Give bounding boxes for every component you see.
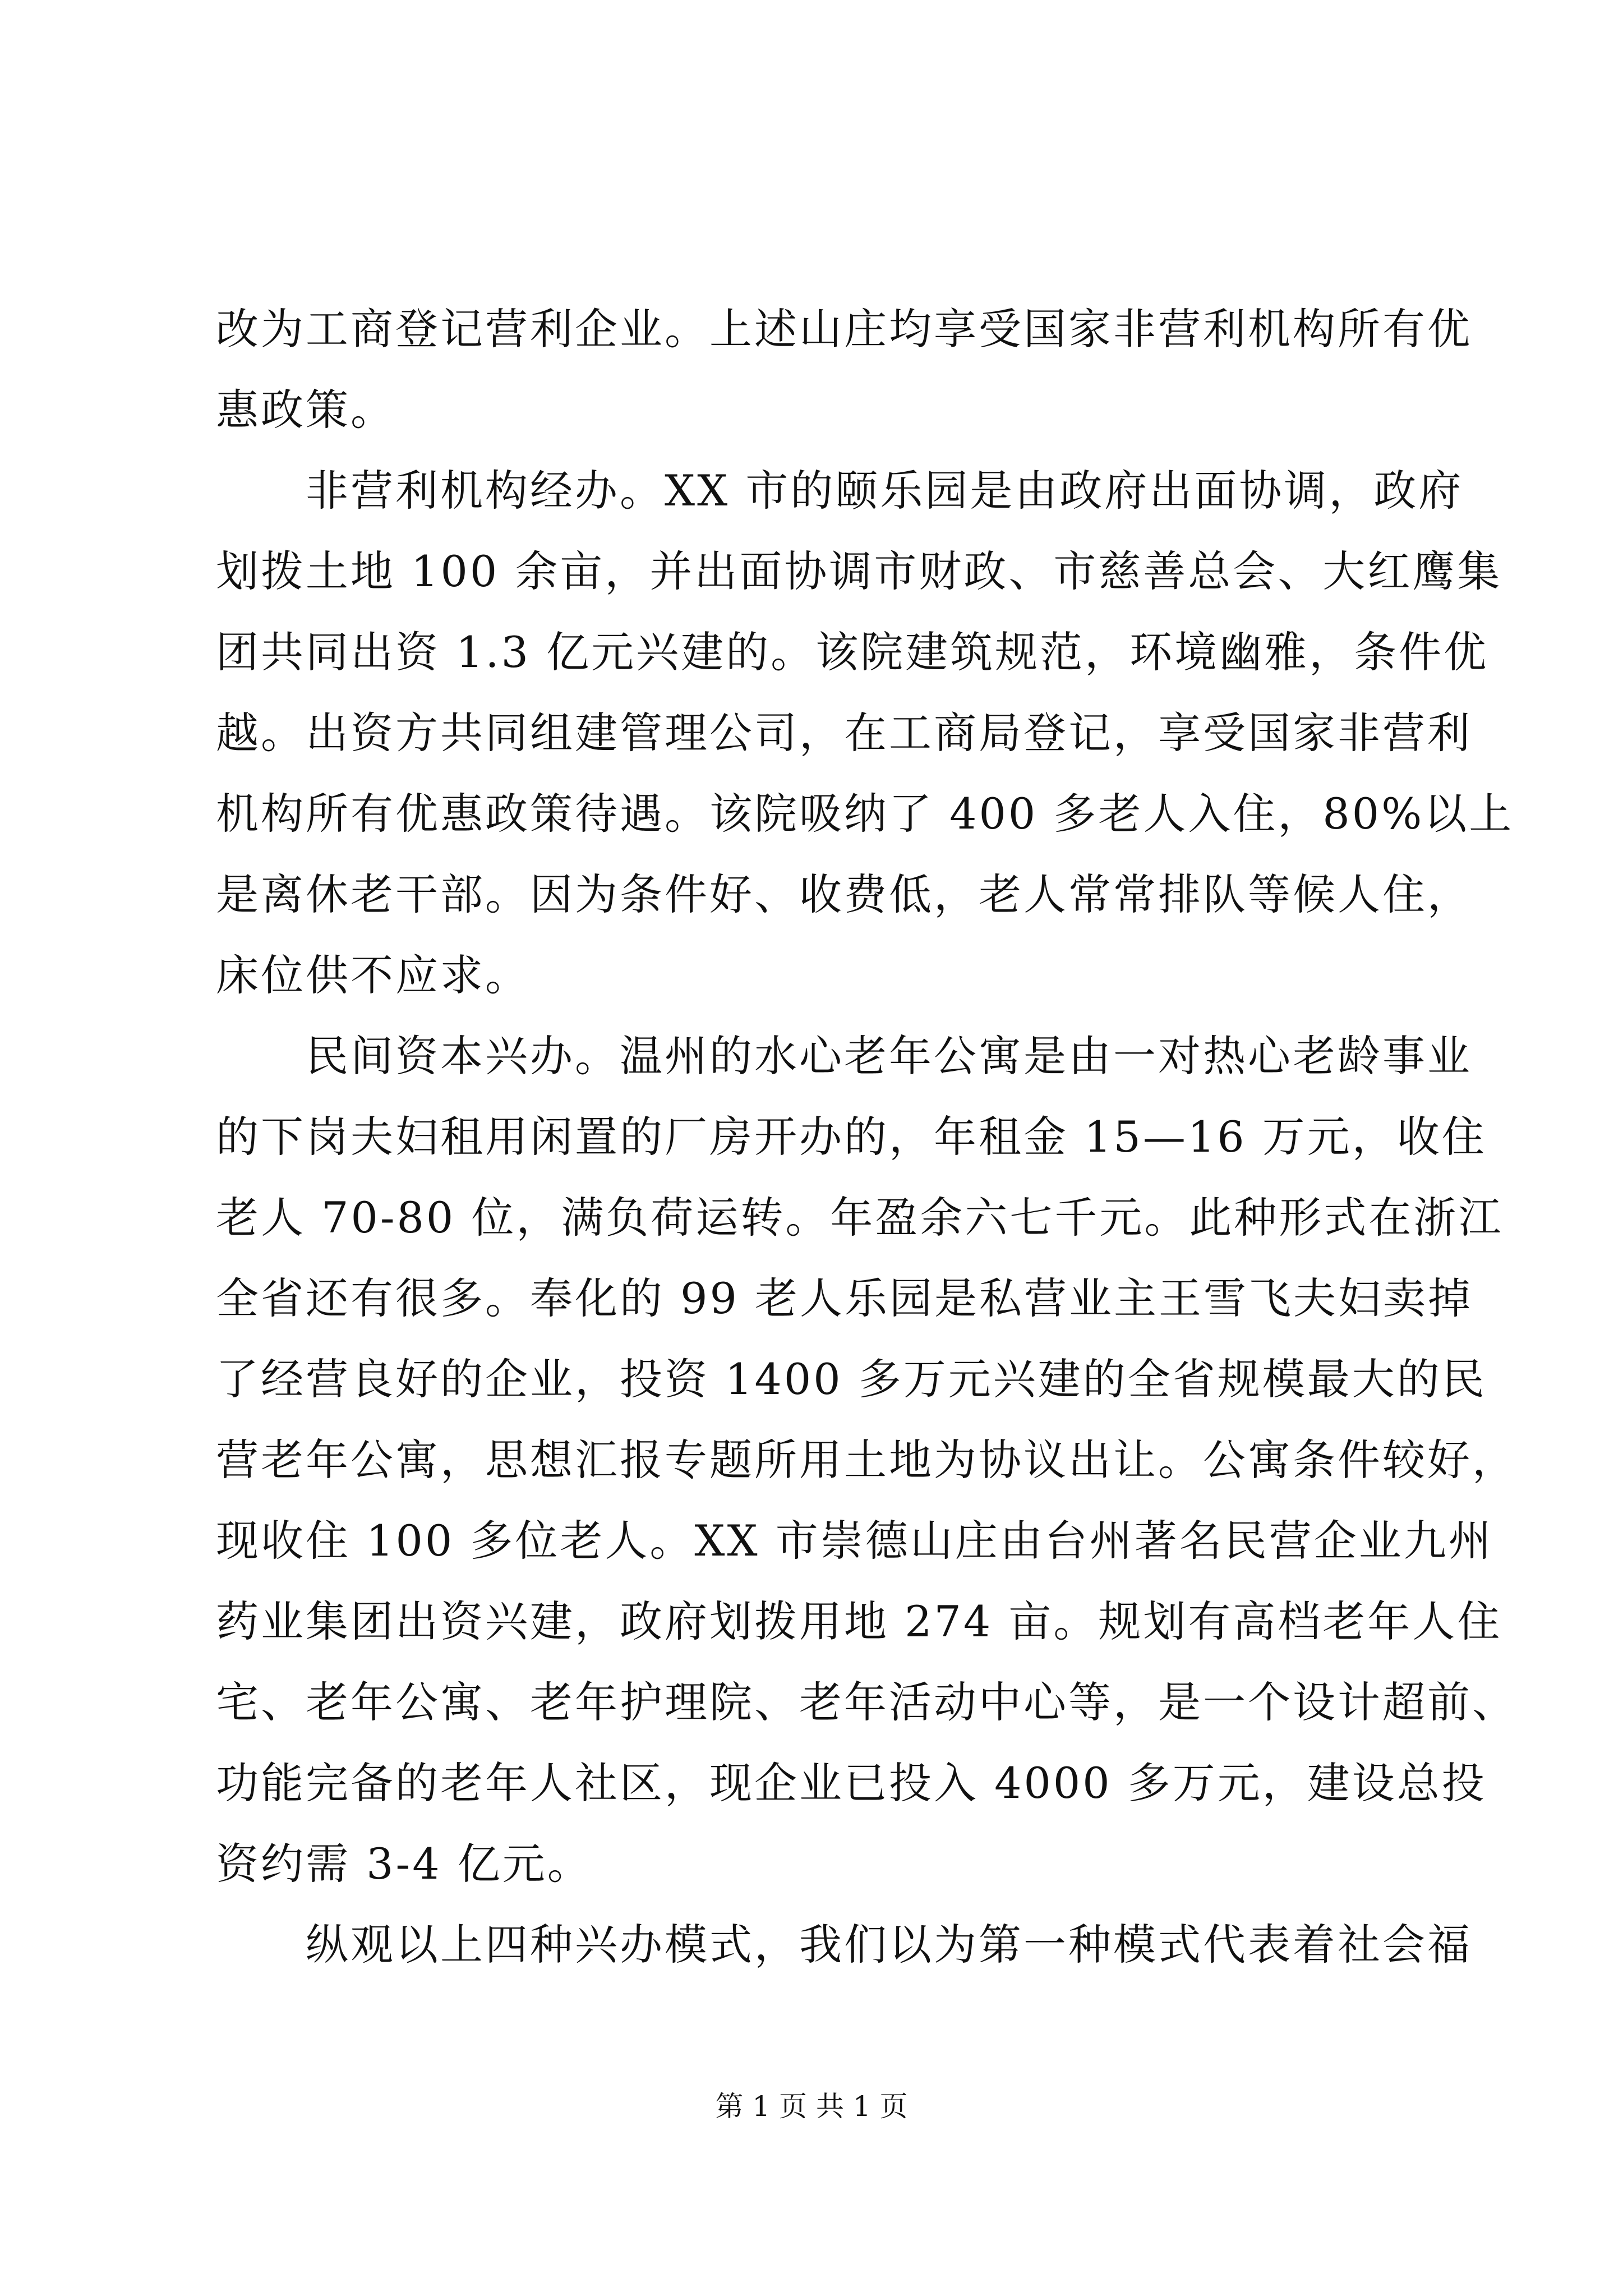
paragraph-3-line-3: 老人 70-80 位，满负荷运转。年盈余六七千元。此种形式在浙江	[216, 1193, 1504, 1243]
paragraph-2-line-4: 越。出资方共同组建管理公司，在工商局登记，享受国家非营利	[216, 708, 1472, 758]
page-number-label: 第 1 页 共 1 页	[715, 2090, 908, 2123]
paragraph-3-line-6: 营老年公寓，思想汇报专题所用土地为协议出让。公寓条件较好，	[216, 1435, 1517, 1485]
paragraph-3-line-5: 了经营良好的企业，投资 1400 多万元兴建的全省规模最大的民	[216, 1354, 1487, 1404]
paragraph-3-line-7: 现收住 100 多位老人。XX 市崇德山庄由台州著名民营企业九州	[216, 1516, 1493, 1566]
paragraph-3-line-11: 资约需 3-4 亿元。	[216, 1839, 592, 1889]
paragraph-3-line-10: 功能完备的老年人社区，现企业已投入 4000 多万元，建设总投	[216, 1758, 1487, 1808]
paragraph-2-line-6: 是离休老干部。因为条件好、收费低，老人常常排队等候人住，	[216, 869, 1472, 919]
paragraph-3-line-9: 宅、老年公寓、老年护理院、老年活动中心等，是一个设计超前、	[216, 1677, 1517, 1727]
paragraph-3-line-4: 全省还有很多。奉化的 99 老人乐园是私营业主王雪飞夫妇卖掉	[216, 1273, 1473, 1323]
paragraph-1-line-2: 惠政策。	[216, 385, 395, 435]
paragraph-4-line-1: 纵观以上四种兴办模式，我们以为第一种模式代表着社会福	[306, 1920, 1472, 1970]
paragraph-3-line-1: 民间资本兴办。温州的水心老年公寓是由一对热心老龄事业	[306, 1031, 1472, 1081]
paragraph-3-line-8: 药业集团出资兴建，政府划拨用地 274 亩。规划有高档老年人住	[216, 1596, 1502, 1646]
paragraph-2-line-3: 团共同出资 1.3 亿元兴建的。该院建筑规范，环境幽雅，条件优	[216, 627, 1489, 677]
paragraph-1-line-1: 改为工商登记营利企业。上述山庄均享受国家非营利机构所有优	[216, 304, 1472, 354]
document-body	[216, 289, 1517, 1985]
paragraph-2-line-2: 划拨土地 100 余亩，并出面协调市财政、市慈善总会、大红鹰集	[216, 546, 1502, 596]
paragraph-2-line-7: 床位供不应求。	[216, 950, 530, 1000]
paragraph-3-line-2: 的下岗夫妇租用闲置的厂房开办的，年租金 15—16 万元，收住	[216, 1112, 1487, 1162]
paragraph-2-line-5: 机构所有优惠政策待遇。该院吸纳了 400 多老人入住，80%以上	[216, 789, 1514, 839]
paragraph-2-line-1: 非营利机构经办。XX 市的颐乐园是由政府出面协调，政府	[306, 466, 1464, 516]
page-footer	[0, 2090, 1623, 2123]
